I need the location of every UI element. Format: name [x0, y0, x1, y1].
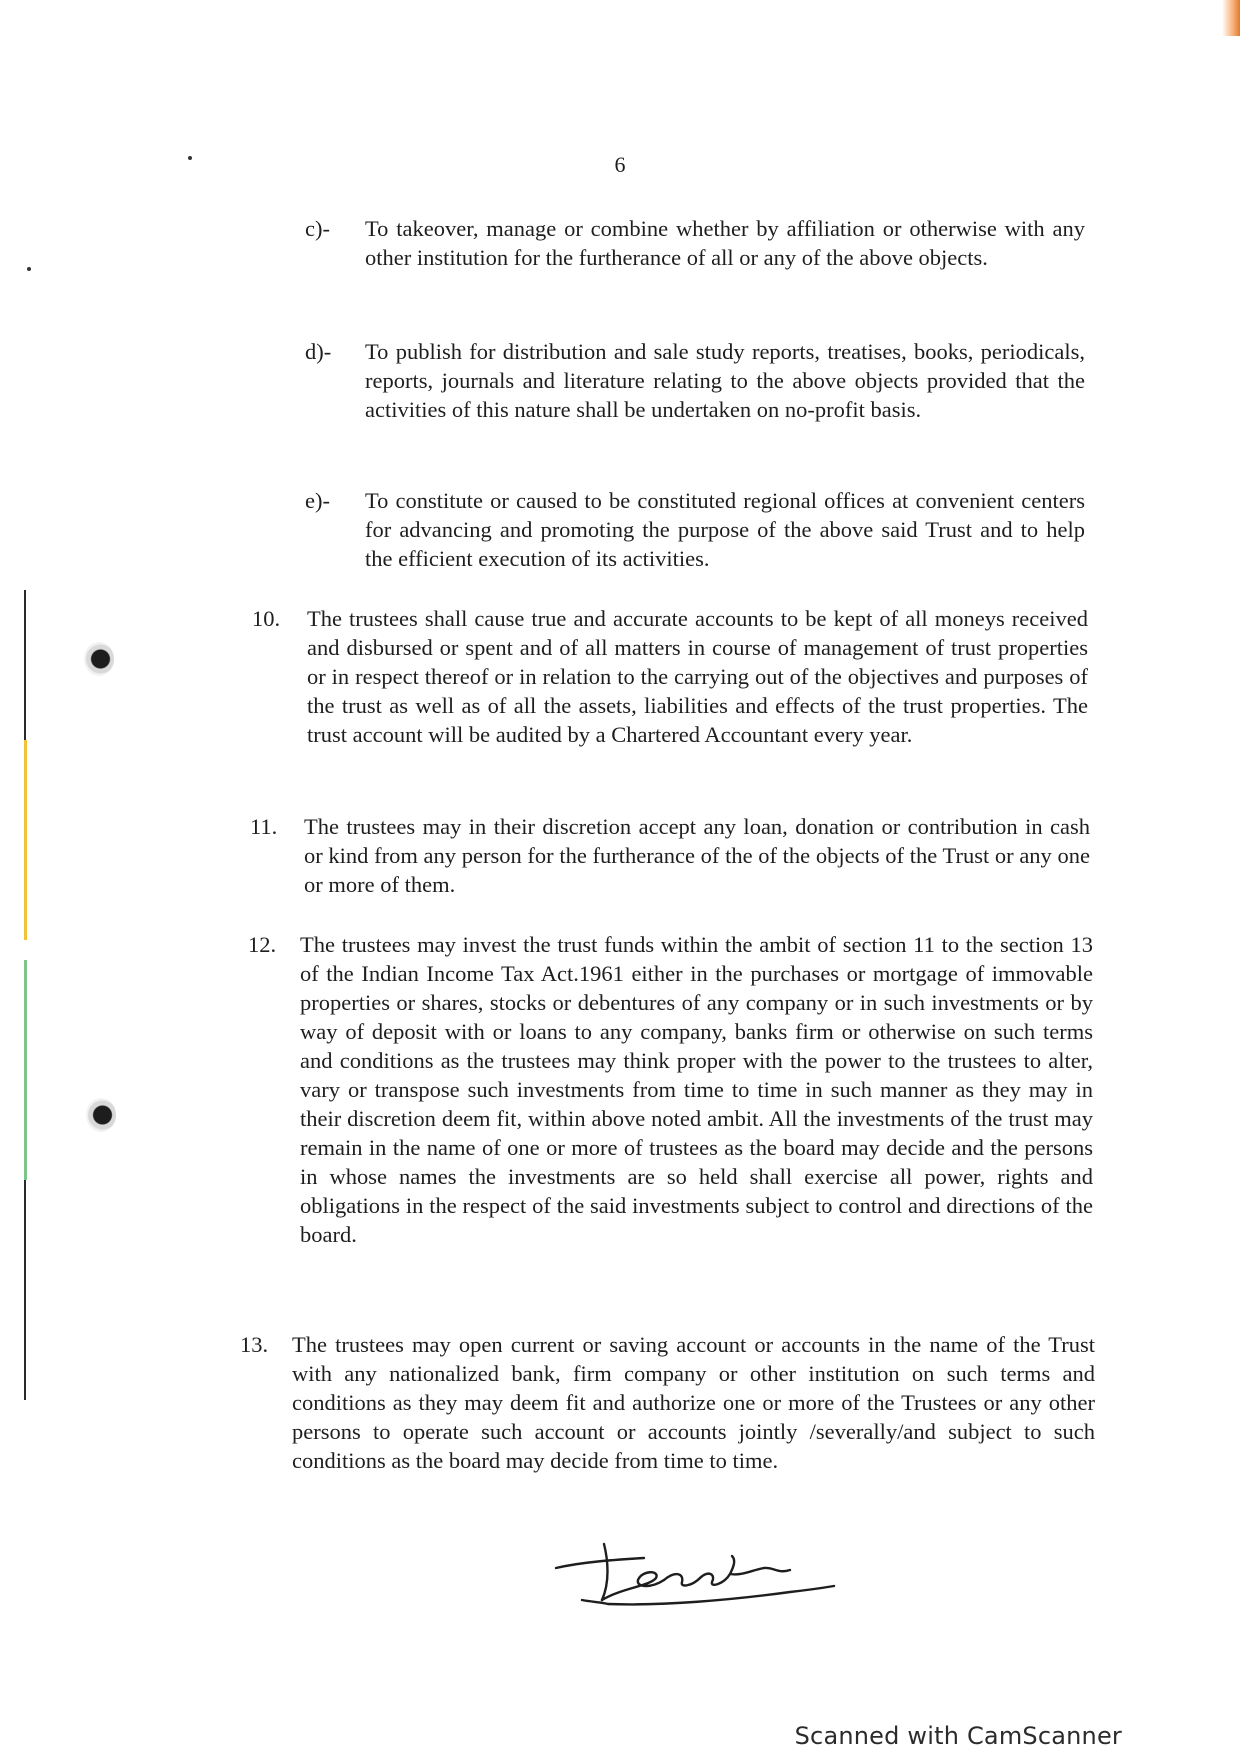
clause-text: The trustees may open current or saving account or accounts in the name of the Trust with any nationalized bank, firm company or other institution on such terms and conditions as they may deem fit and authorize one or more of the Trustees or any other persons to operate such account or accounts jointly /severally/and subject to such conditions as the board may decide from time to time. [292, 1332, 1095, 1473]
clause-marker: e)- [305, 488, 330, 513]
camscanner-watermark: Scanned with CamScanner [794, 1722, 1122, 1750]
punch-hole-icon [86, 1098, 116, 1132]
left-edge-line [24, 590, 26, 740]
clause-text: The trustees shall cause true and accurate accounts to be kept of all moneys received and disbursed or spent and of all matters in course of management of trust properties or in respect thereof or in relation to the carrying out of the objectives and purposes of the trust as well as of all the assets, liabilities and effects of the trust properties. The trust account will be audited by a Chartered Accountant every year. [307, 606, 1088, 747]
clause-text: The trustees may in their discretion accept any loan, donation or contribution in cash or kind from any person for the furtherance of the of the objects of the Trust or any one or more of them. [304, 814, 1090, 897]
clause-marker: d)- [305, 339, 332, 364]
left-edge-yellow-strip [24, 740, 27, 940]
left-edge-green-strip [24, 960, 27, 1180]
clause-number: 13. [240, 1332, 269, 1357]
clause-number: 12. [248, 932, 277, 957]
punch-hole-icon [84, 642, 114, 676]
clause-text: To takeover, manage or combine whether by affiliation or otherwise with any other institution for the furtherance of all or any of the above objects. [365, 216, 1085, 270]
clause-text: The trustees may invest the trust funds within the ambit of section 11 to the section 13 of the Indian Income Tax Act.1961 either in the purchases or mortgage of immovable properties or shares, stocks or debentures of any company or in such investments or by way of deposit with or loans to any company, banks firm or otherwise on such terms and conditions as the trustees may think proper with the power to the trustees to alter, vary or transpose such investments from time to time in such manner as they may in their discretion deem fit, within above noted ambit. All the investments of the trust may remain in the name of one or more of trustees as the board may decide and the persons in whose names the investments are so held shall exercise all power, rights and obligations in the respect of the said investments subject to control and directions of the board. [300, 932, 1093, 1247]
corner-color-mark [1222, 0, 1240, 36]
clause-text: To publish for distribution and sale study reports, treatises, books, periodicals, reports, journals and literature relating to the above objects provided that the activities of this nature shall be undertaken on no-profit basis. [365, 339, 1085, 422]
clause-number: 10. [252, 606, 281, 631]
clause-marker: c)- [305, 216, 330, 241]
clause-number: 11. [250, 814, 278, 839]
speck-mark [27, 267, 31, 271]
clause-text: To constitute or caused to be constituted regional offices at convenient centers for advancing and promoting the purpose of the above said Trust and to help the efficient execution of its activities. [365, 488, 1085, 571]
handwritten-signature-icon [552, 1530, 842, 1610]
left-edge-line [24, 1180, 26, 1400]
page-number: 6 [614, 152, 626, 177]
